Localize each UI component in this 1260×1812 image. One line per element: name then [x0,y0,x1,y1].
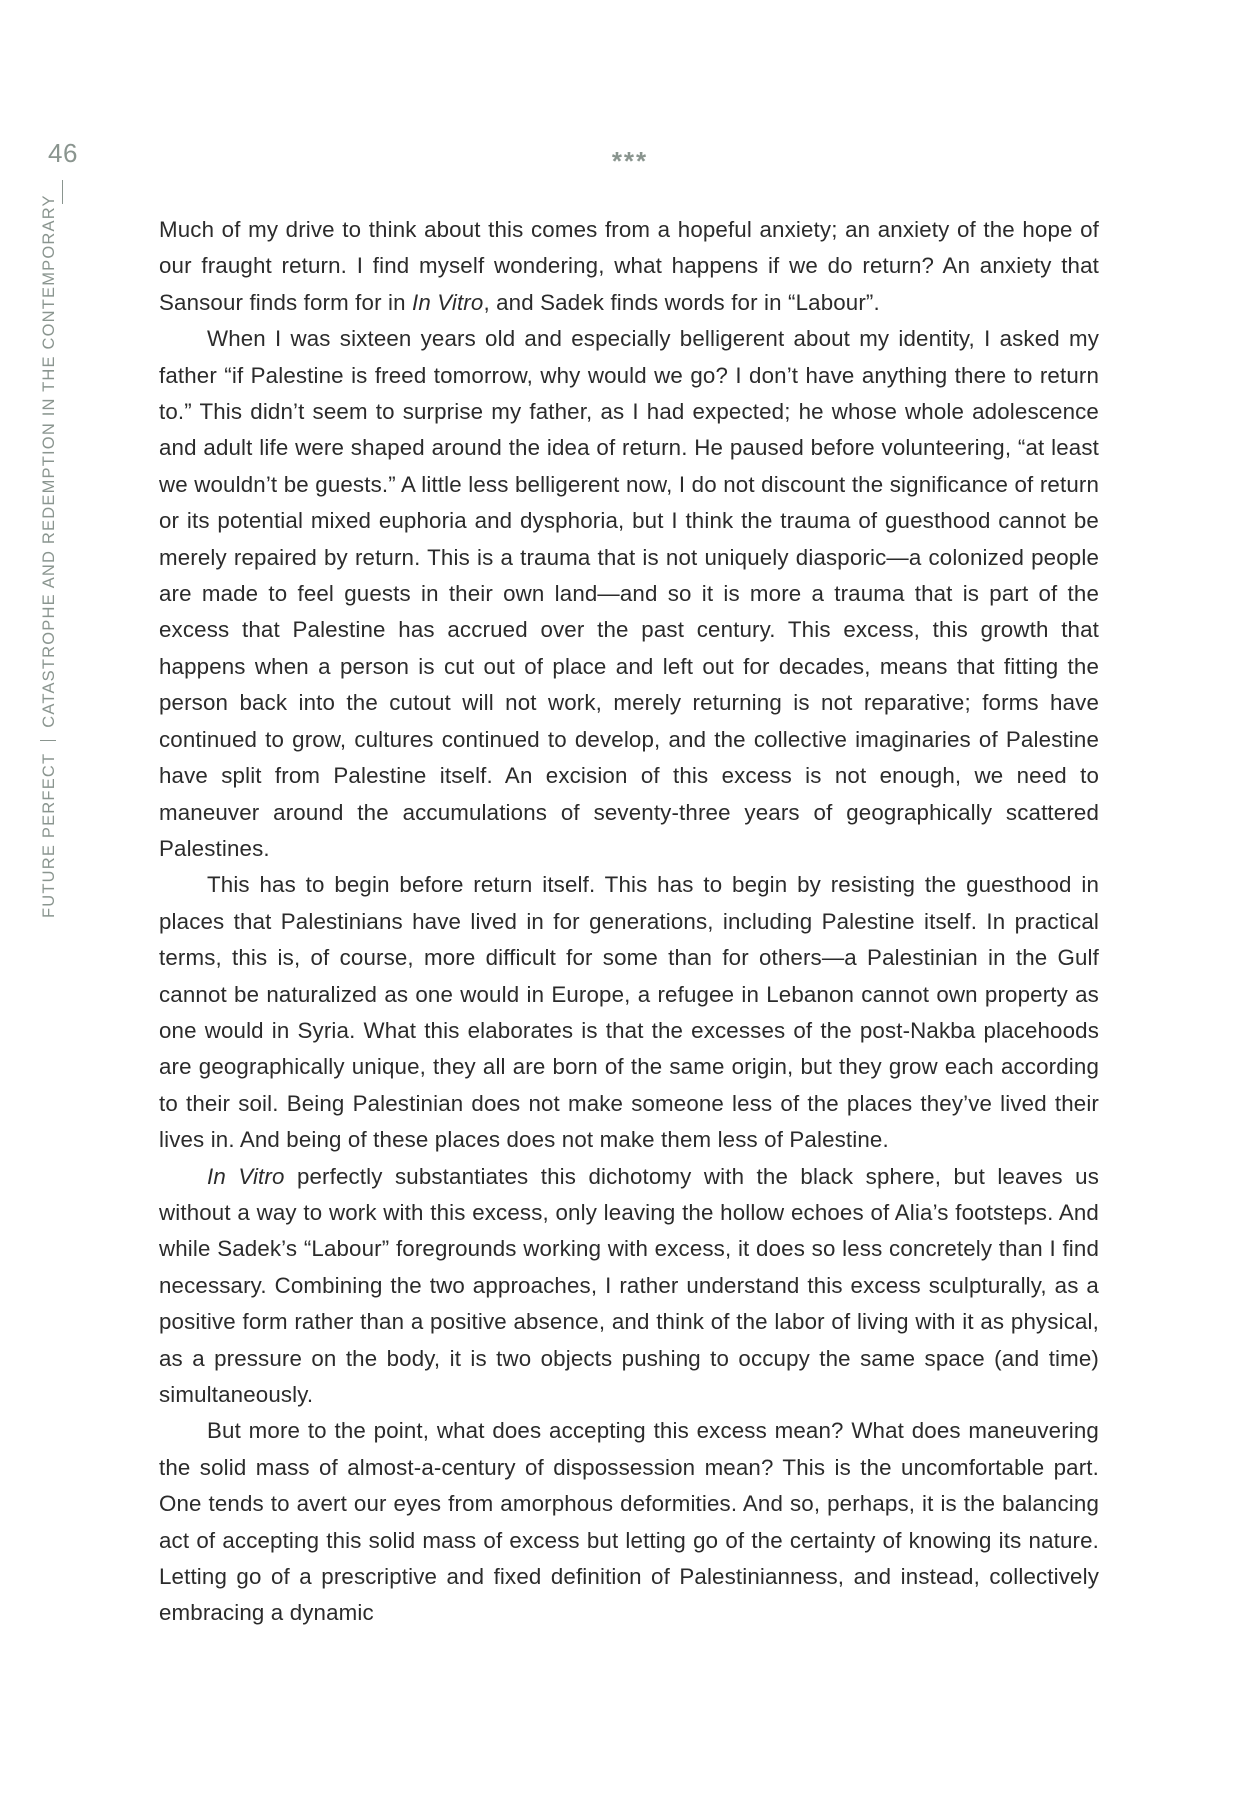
running-head [40,194,59,918]
work-title: In Vitro [412,289,484,315]
section-break: *** [611,146,649,176]
running-head-chapter-title: CATASTROPHE AND REDEMPTION IN THE CONTEMPORARY [40,194,58,728]
paragraph-text: Much of my drive to think about this comes from a hopeful anxiety; an anxiety of the hope of our fraught return. I find myself wondering, what happens if we do return? An anxiety that Sansour finds form for in [159,217,1099,315]
paragraph [159,867,1099,1158]
paragraph [159,1159,1099,1414]
paragraph [159,321,1099,867]
paragraph-text: But more to the point, what does accepting this excess mean? What does maneuvering the solid mass of almost-a-century of dispossession mean? This is the uncomfortable part. One tends to avert our eyes from amorphous deformities. And so, perhaps, it is the balancing act of accepting this solid mass of excess but letting go of the certainty of knowing its nature. Letting go of a prescriptive and fixed definition of Palestinianness, and instead, collectively embracing a dynamic [159,1418,1099,1626]
page-number-divider [62,180,63,204]
work-title: In Vitro [207,1163,285,1189]
paragraph-text: , and Sadek finds words for in “Labour”. [483,289,880,315]
paragraph-text: When I was sixteen years old and especially belligerent about my identity, I asked my father “if Palestine is freed tomorrow, why would we go? I don’t have anything there to return to.” This didn’t seem to surprise my father, as I had expected; he whose whole adolescence and adult life were shaped around the idea of return. He paused before volunteering, “at least we wouldn’t be guests.” A little less belligerent now, I do not discount the significance of return or its potential mixed euphoria and dysphoria, but I think the trauma of guesthood cannot be merely repaired by return. This is a trauma that is not uniquely diasporic—a colonized people are made to feel guests in their own land—and so it is more a trauma that is part of the excess that Palestine has accrued over the past century. This excess, this growth that happens when a person is cut out of place and left out for decades, means that fitting the person back into the cutout will not work, merely returning is not reparative; forms have continued to grow, cultures continued to develop, and the collective imaginaries of Palestine have split from Palestine itself. An excision of this excess is not enough, we need to maneuver around the accumulations of seventy-three years of geographically scattered Palestines. [159,326,1099,861]
paragraph [159,1413,1099,1631]
paragraph-text: perfectly substantiates this dichotomy with the black sphere, but leaves us without a way to work with this excess, only leaving the hollow echoes of Alia’s footsteps. And while Sadek’s “Labour” foregrounds working with excess, it does so less concretely than I find necessary. Combining the two approaches, I rather understand this excess sculpturally, as a positive form rather than a positive absence, and think of the labor of living with it as physical, as a pressure on the body, it is two objects pushing to occupy the same space (and time) simultaneously. [159,1163,1099,1407]
paragraph-text: This has to begin before return itself. This has to begin by resisting the guesthood in places that Palestinians have lived in for generations, including Palestine itself. In practical terms, this is, of course, more difficult for some than for others—a Palestinian in the Gulf cannot be naturalized as one would in Europe, a refugee in Lebanon cannot own property as one would in Syria. What this elaborates is that the excesses of the post-Nakba placehoods are geographically unique, they all are born of the same origin, but they grow each according to their soil. Being Palestinian does not make someone less of the places they’ve lived their lives in. And being of these places does not make them less of Palestine. [159,872,1099,1153]
page-number: 46 [48,138,78,168]
running-head-separator [40,740,56,741]
paragraph [159,212,1099,321]
body-text [159,212,1099,1632]
running-head-book-title: FUTURE PERFECT [40,752,58,918]
